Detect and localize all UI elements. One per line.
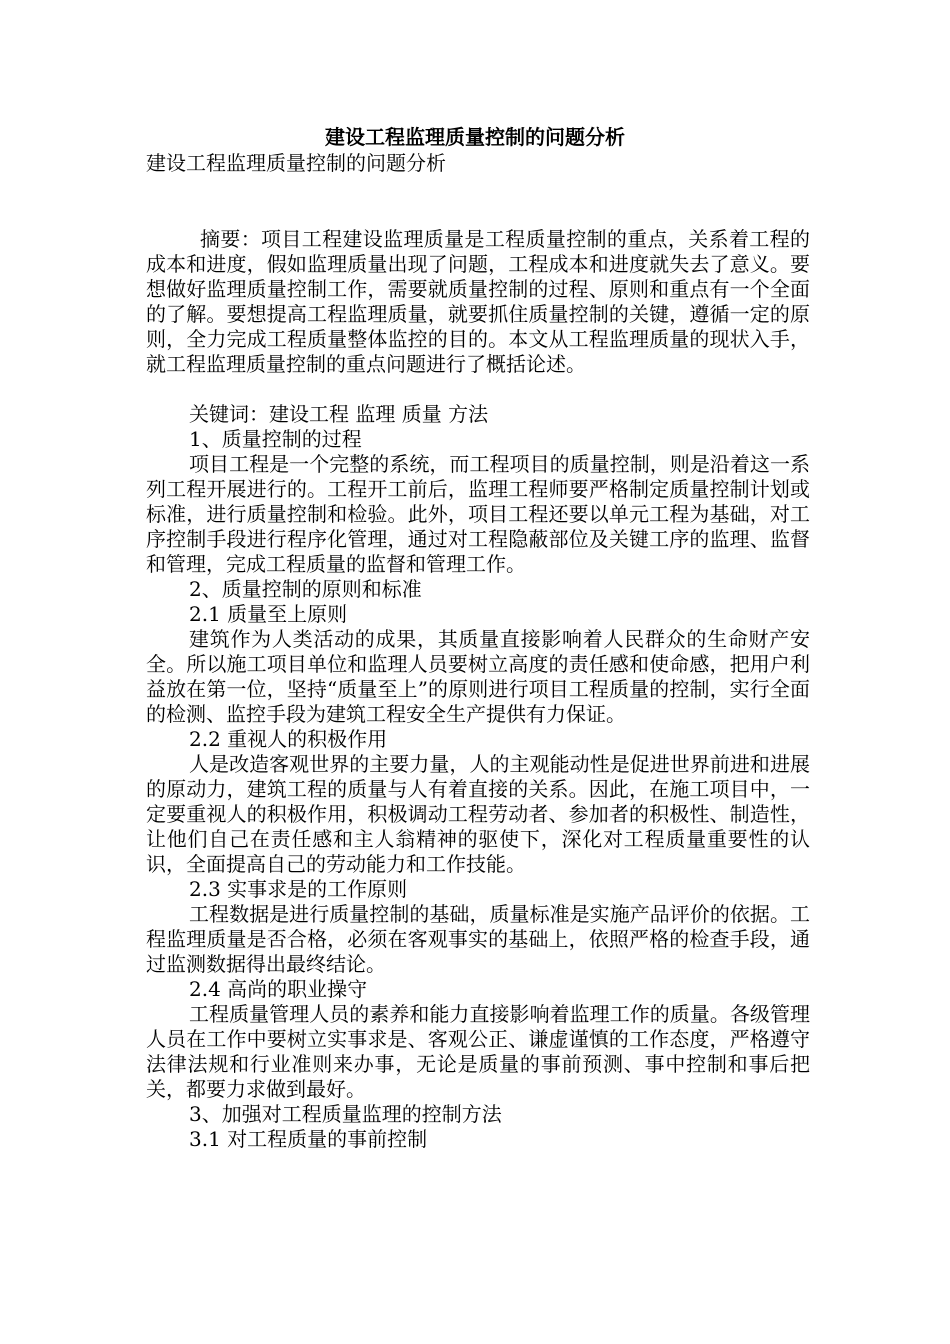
section-1-paragraph: 项目工程是一个完整的系统，而工程项目的质量控制，则是沿着这一系列工程开展进行的。工程开工前后，监理工程师要严格制定质量控制计划或标准，进行质量控制和检验。此外，项目工程还要以单元工程为基础，对工序控制手段进行程序化管理，通过对工程隐蔽部位及关键工序的监理、监督和管理，完成工程质量的监督和管理工作。 xyxy=(146,452,810,576)
section-heading-3: 3、加强对工程质量监理的控制方法 xyxy=(189,1102,502,1126)
subsection-2-2-paragraph: 人是改造客观世界的主要力量，人的主观能动性是促进世界前进和进展的原动力，建筑工程的质量与人有着直接的关系。因此，在施工项目中，一定要重视人的积极作用，积极调动工程劳动者、参加者的积极性、制造性，让他们自己在责任感和主人翁精神的驱使下，深化对工程质量重要性的认识，全面提高自己的劳动能力和工作技能。 xyxy=(146,752,810,876)
subsection-heading-3-1: 3.1 对工程质量的事前控制 xyxy=(189,1127,428,1151)
spacer xyxy=(146,377,810,402)
section-heading-2: 2、质量控制的原则和标准 xyxy=(189,577,422,601)
subsection-heading-2-3: 2.3 实事求是的工作原则 xyxy=(189,877,408,901)
subsection-heading-2-4: 2.4 高尚的职业操守 xyxy=(189,977,368,1001)
subsection-heading-2-1: 2.1 质量至上原则 xyxy=(189,602,348,626)
document-body xyxy=(146,202,810,1152)
subsection-2-3-paragraph: 工程数据是进行质量控制的基础，质量标准是实施产品评价的依据。工程监理质量是否合格，必须在客观事实的基础上，依照严格的检查手段，通过监测数据得出最终结论。 xyxy=(146,902,810,976)
spacer xyxy=(146,202,810,227)
document-subtitle: 建设工程监理质量控制的问题分析 xyxy=(146,151,446,175)
abstract-paragraph: 摘要：项目工程建设监理质量是工程质量控制的重点，关系着工程的成本和进度，假如监理质量出现了问题，工程成本和进度就失去了意义。要想做好监理质量控制工作，需要就质量控制的过程、原则和重点有一个全面的了解。要想提高工程监理质量，就要抓住质量控制的关键，遵循一定的原则，全力完成工程质量整体监控的目的。本文从工程监理质量的现状入手，就工程监理质量控制的重点问题进行了概括论述。 xyxy=(146,227,810,376)
section-heading-1: 1、质量控制的过程 xyxy=(189,427,362,451)
keywords-line: 关键词：建设工程 监理 质量 方法 xyxy=(189,402,489,426)
document-title: 建设工程监理质量控制的问题分析 xyxy=(325,125,625,149)
subsection-2-1-paragraph: 建筑作为人类活动的成果，其质量直接影响着人民群众的生命财产安全。所以施工项目单位和监理人员要树立高度的责任感和使命感，把用户利益放在第一位，坚持“质量至上”的原则进行项目工程质量的控制，实行全面的检测、监控手段为建筑工程安全生产提供有力保证。 xyxy=(146,627,810,726)
subsection-2-4-paragraph: 工程质量管理人员的素养和能力直接影响着监理工作的质量。各级管理人员在工作中要树立实事求是、客观公正、谦虚谨慎的工作态度，严格遵守法律法规和行业准则来办事，无论是质量的事前预测、事中控制和事后把关，都要力求做到最好。 xyxy=(146,1002,810,1101)
subsection-heading-2-2: 2.2 重视人的积极作用 xyxy=(189,727,388,751)
